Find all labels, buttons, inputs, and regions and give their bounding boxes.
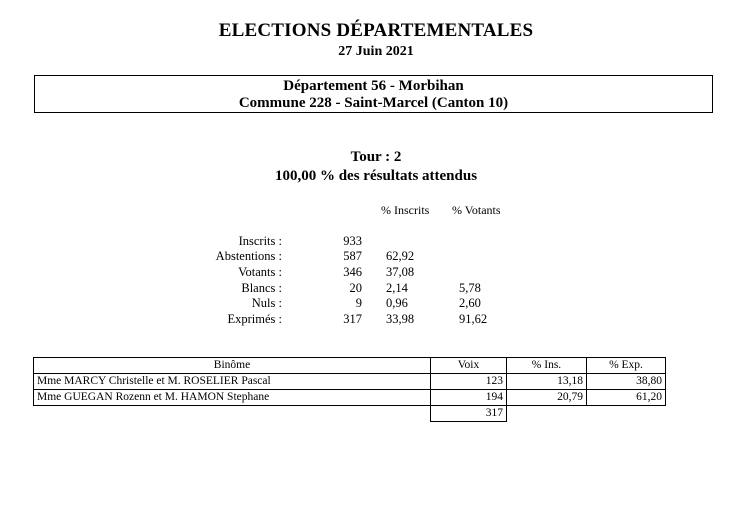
stat-pct-inscrits: 0,96 <box>386 296 408 310</box>
stat-pct-votants: 2,60 <box>459 296 481 310</box>
stat-row-blancs <box>0 281 752 297</box>
results-header-row <box>34 358 666 374</box>
stat-count: 933 <box>343 234 362 248</box>
stat-row-inscrits <box>0 234 752 250</box>
stat-count: 20 <box>349 281 362 295</box>
total-row <box>34 406 666 422</box>
page-title: ELECTIONS DÉPARTEMENTALES <box>218 20 534 41</box>
stat-pct-votants: 91,62 <box>459 312 488 326</box>
stat-label: Votants : <box>238 265 282 279</box>
election-date: 27 Juin 2021 <box>338 44 414 59</box>
stat-row-votants <box>0 265 752 281</box>
stat-row-exprimes <box>0 312 752 328</box>
voix-value: 194 <box>431 390 507 406</box>
stat-count: 317 <box>343 312 362 326</box>
stat-pct-votants: 5,78 <box>459 281 481 295</box>
pct-exp-value: 61,20 <box>587 390 666 406</box>
stat-pct-inscrits: 2,14 <box>386 281 408 295</box>
binome-name: Mme MARCY Christelle et M. ROSELIER Pascal <box>34 374 431 390</box>
pct-ins-value: 20,79 <box>507 390 587 406</box>
stat-count: 346 <box>343 265 362 279</box>
header-pct-exp: % Exp. <box>587 358 666 374</box>
commune-label: Commune 228 - Saint-Marcel (Canton 10) <box>238 95 509 111</box>
col-header-pct-inscrits: % Inscrits <box>381 203 430 217</box>
table-row <box>34 374 666 390</box>
stat-label: Nuls : <box>251 296 282 310</box>
stat-row-abstentions <box>0 249 752 265</box>
stat-row-nuls <box>0 296 752 312</box>
stat-pct-inscrits: 37,08 <box>386 265 415 279</box>
total-spacer <box>507 406 587 422</box>
header-voix: Voix <box>431 358 507 374</box>
binome-name: Mme GUEGAN Rozenn et M. HAMON Stephane <box>34 390 431 406</box>
total-spacer <box>587 406 666 422</box>
stat-label: Blancs : <box>241 281 282 295</box>
stat-count: 587 <box>343 249 362 263</box>
header-pct-ins: % Ins. <box>507 358 587 374</box>
table-row <box>34 390 666 406</box>
stat-label: Exprimés : <box>227 312 282 326</box>
stat-label: Inscrits : <box>238 234 282 248</box>
stat-pct-inscrits: 62,92 <box>386 249 415 263</box>
pct-exp-value: 38,80 <box>587 374 666 390</box>
stat-label: Abstentions : <box>215 249 282 263</box>
results-table <box>33 357 666 422</box>
pct-ins-value: 13,18 <box>507 374 587 390</box>
results-expected-label: 100,00 % des résultats attendus <box>274 168 478 184</box>
departement-label: Département 56 - Morbihan <box>283 78 464 94</box>
round-label: Tour : 2 <box>350 149 402 165</box>
stat-count: 9 <box>355 296 362 310</box>
col-header-pct-votants: % Votants <box>452 203 501 217</box>
stat-pct-inscrits: 33,98 <box>386 312 415 326</box>
header-binome: Binôme <box>34 358 431 374</box>
total-spacer <box>34 406 431 422</box>
total-voix-value: 317 <box>431 406 507 422</box>
voix-value: 123 <box>431 374 507 390</box>
